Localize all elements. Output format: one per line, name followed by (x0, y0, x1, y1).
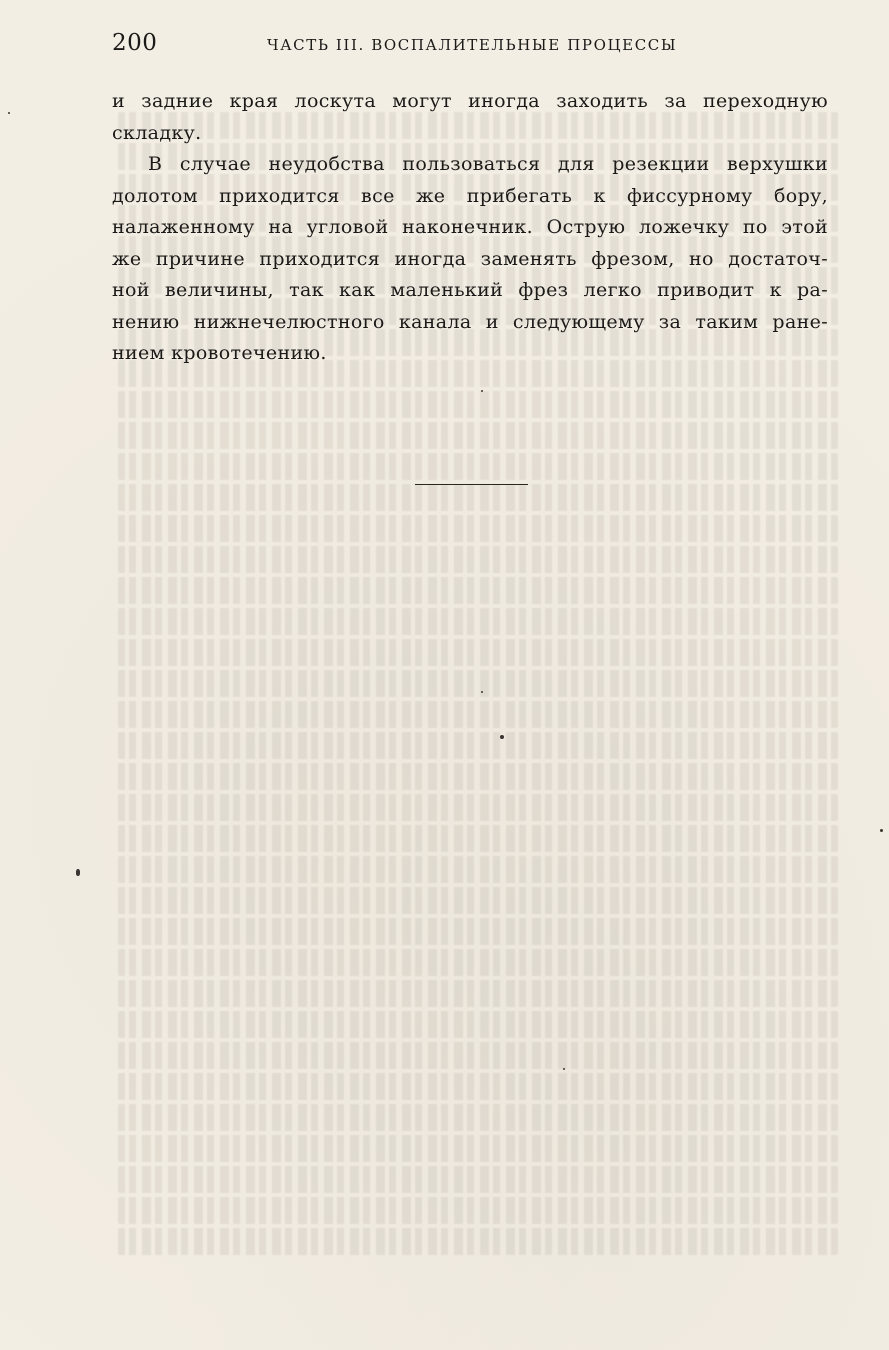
ink-speck (76, 869, 80, 876)
ink-speck (481, 390, 483, 392)
ink-speck (481, 691, 483, 693)
running-head: ЧАСТЬ III. ВОСПАЛИТЕЛЬНЫЕ ПРОЦЕССЫ (267, 36, 678, 54)
text-line: налаженному на угловой наконечник. Острую ложечку по этой (112, 216, 828, 238)
ink-speck (8, 112, 10, 114)
section-divider (415, 484, 528, 485)
text-line: же причине приходится иногда заменять фрезом, но достаточ- (112, 247, 828, 270)
page-header (112, 30, 828, 64)
ink-speck (500, 735, 504, 739)
text-line: долотом приходится все же прибегать к фиссурному бору, (112, 184, 828, 207)
page-number: 200 (112, 30, 158, 56)
text-line: ной величины, так как маленький фрез легко приводит к ра- (112, 279, 828, 301)
text-line: нению нижнечелюстного канала и следующему за таким ране- (112, 310, 828, 333)
body-text (112, 86, 828, 370)
text-line: складку. (112, 121, 202, 144)
text-line: В случае неудобства пользоваться для резекции верхушки (148, 153, 828, 175)
ink-speck (563, 1068, 565, 1070)
text-line: и задние края лоскута могут иногда заходить за переходную (112, 90, 828, 112)
text-line: нием кровотечению. (112, 342, 327, 364)
ink-speck (880, 829, 883, 832)
